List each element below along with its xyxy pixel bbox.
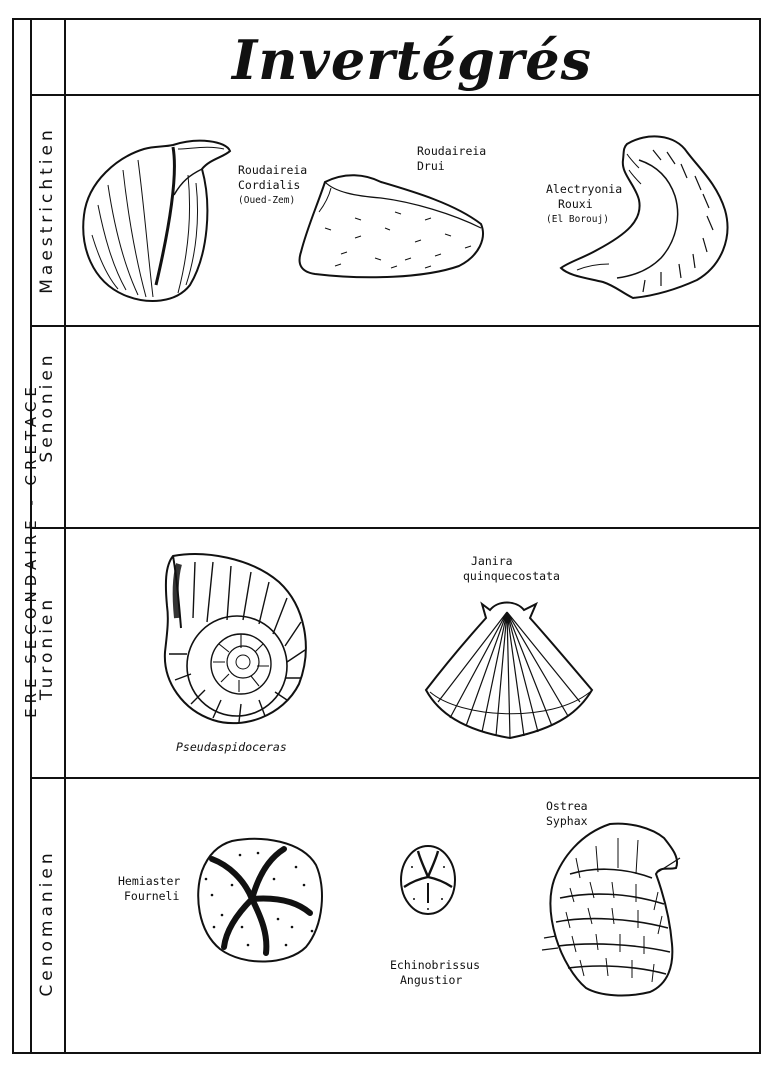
ostrea-syphax-illustration: [540, 818, 690, 998]
label-ostrea-syphax: [546, 799, 588, 829]
label-roudaireia-cordialis-line1: Roudaireia: [238, 163, 308, 177]
label-alectryonia-rouxi-line1: Alectryonia: [546, 182, 623, 196]
label-echinobrissus-line2: Angustior: [400, 973, 463, 987]
label-janira-line1: Janira: [471, 554, 513, 568]
pseudaspidoceras-illustration: [155, 548, 315, 733]
label-hemiaster-line2: Fourneli: [124, 889, 180, 903]
row-divider-3: [30, 777, 761, 779]
roudaireia-drui-illustration: [295, 168, 490, 283]
label-roudaireia-cordialis-line3: (Oued-Zem): [238, 195, 296, 206]
stage-label-turonien: Turonien: [37, 595, 57, 701]
label-roudaireia-drui-line1: Roudaireia: [417, 144, 487, 158]
label-alectryonia-rouxi: [546, 182, 622, 227]
row-divider-1: [30, 325, 761, 327]
roudaireia-cordialis-illustration: [78, 135, 238, 305]
label-ostrea-line1: Ostrea: [546, 799, 588, 813]
label-roudaireia-drui: [417, 144, 486, 174]
label-echinobrissus-angustior: [390, 958, 480, 988]
janira-quinquecostata-illustration: [420, 598, 600, 743]
row-divider-2: [30, 527, 761, 529]
label-echinobrissus-line1: Echinobrissus: [390, 958, 481, 972]
label-alectryonia-rouxi-line3: (El Borouj): [546, 214, 609, 225]
label-roudaireia-drui-line2: Drui: [417, 159, 445, 173]
page-title: Invertégrés: [232, 28, 592, 92]
stage-label-maestrichtien: Maestrichtien: [37, 126, 57, 294]
label-alectryonia-rouxi-line2: Rouxi: [558, 197, 593, 211]
label-pseudaspidoceras: Pseudaspidoceras: [176, 740, 287, 754]
title-divider: [30, 94, 761, 96]
label-hemiaster-fourneli: [118, 874, 180, 904]
label-janira-line2: quinquecostata: [463, 569, 560, 583]
era-label: ERE SECONDAIRE - CRETACE: [22, 382, 40, 718]
label-hemiaster-line1: Hemiaster: [118, 874, 181, 888]
stage-label-cenomanien: Cenomanien: [37, 849, 57, 997]
stage-label-senonien: Senonien: [37, 351, 57, 463]
label-janira-quinquecostata: [463, 554, 560, 584]
label-ostrea-line2: Syphax: [546, 814, 588, 828]
echinobrissus-angustior-illustration: [398, 843, 458, 918]
label-roudaireia-cordialis-line2: Cordialis: [238, 178, 301, 192]
hemiaster-fourneli-illustration: [192, 835, 326, 965]
stage-column-divider: [64, 18, 66, 1054]
